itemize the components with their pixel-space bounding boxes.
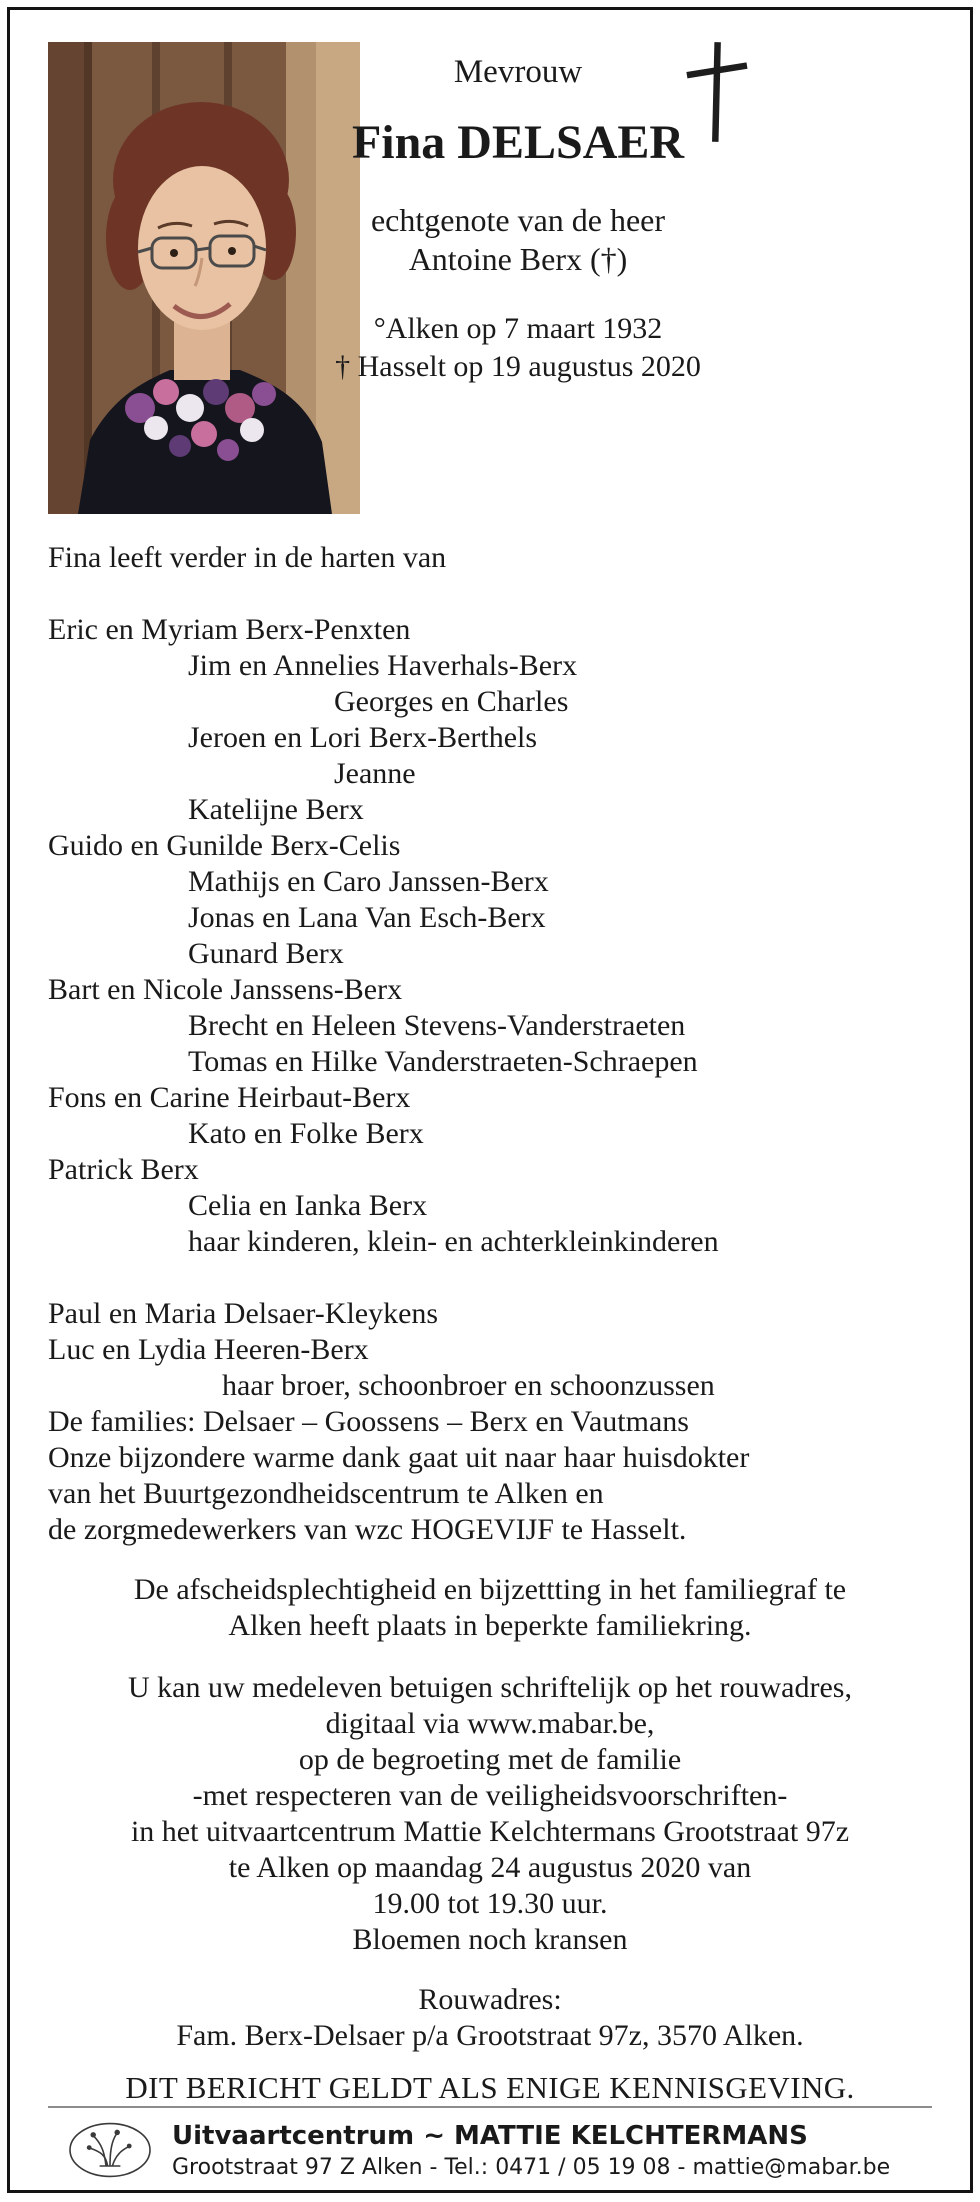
relative-line: Luc en Lydia Heeren-Berx (48, 1333, 369, 1366)
condolence-line: Bloemen noch kransen (352, 1923, 628, 1956)
thanks-line: Onze bijzondere warme dank gaat uit naar haar huisdokter (48, 1441, 750, 1474)
portrait-photo (48, 42, 360, 514)
family-line: Gunard Berx (188, 937, 344, 970)
deceased-name: Fina DELSAER (351, 116, 685, 169)
thanks-line: van het Buurtgezondheidscentrum te Alken en (48, 1477, 604, 1510)
family-line: Jeanne (334, 757, 416, 790)
cross-icon (675, 36, 759, 148)
final-notice: DIT BERICHT GELDT ALS ENIGE KENNISGEVING. (125, 2070, 855, 2105)
condolence-line: U kan uw medeleven betuigen schriftelijk op het rouwadres, (128, 1671, 852, 1704)
ceremony-section (48, 1572, 932, 1644)
relatives-section (48, 1296, 932, 1548)
funeral-home-name: Uitvaartcentrum ~ MATTIE KELCHTERMANS (172, 2120, 808, 2151)
header-text (335, 42, 701, 514)
family-line: haar kinderen, klein- en achterkleinkinderen (188, 1225, 719, 1258)
family-line: Katelijne Berx (188, 793, 364, 826)
family-line: Mathijs en Caro Janssen-Berx (188, 865, 549, 898)
condolence-line: -met respecteren van de veiligheidsvoorschriften- (192, 1779, 788, 1812)
condolence-line: op de begroeting met de familie (298, 1743, 682, 1776)
family-line: Brecht en Heleen Stevens-Vanderstraeten (188, 1009, 686, 1042)
family-list (48, 612, 932, 1260)
rouwadres-section (48, 1982, 932, 2054)
condolence-line: in het uitvaartcentrum Mattie Kelchtermans Grootstraat 97z (130, 1815, 850, 1848)
family-line: Tomas en Hilke Vanderstraeten-Schraepen (188, 1045, 698, 1078)
role-line: haar broer, schoonbroer en schoonzussen (222, 1369, 715, 1402)
condolence-line: digitaal via www.mabar.be, (325, 1707, 655, 1740)
birth-line: °Alken op 7 maart 1932 (373, 312, 663, 345)
family-line: Jonas en Lana Van Esch-Berx (188, 901, 546, 934)
family-line: Jeroen en Lori Berx-Berthels (188, 721, 538, 754)
family-line: Kato en Folke Berx (188, 1117, 424, 1150)
footer (48, 2106, 932, 2202)
condolence-section (48, 1670, 932, 1958)
funeral-home-contact: Grootstraat 97 Z Alken - Tel.: 0471 / 05 19 08 - mattie@mabar.be (172, 2154, 891, 2180)
condolence-line: 19.00 tot 19.30 uur. (372, 1887, 608, 1920)
thanks-line: de zorgmedewerkers van wzc HOGEVIJF te Hasselt. (48, 1513, 687, 1546)
rouwadres-label: Rouwadres: (418, 1983, 562, 2016)
family-line: Guido en Gunilde Berx-Celis (48, 829, 401, 862)
death-line: † Hasselt op 19 augustus 2020 (335, 350, 701, 383)
footer-text (172, 2121, 890, 2180)
ceremony-line: De afscheidsplechtigheid en bijzettting in het familiegraf te (133, 1573, 847, 1606)
families-line: De families: Delsaer – Goossens – Berx en Vautmans (48, 1405, 689, 1438)
family-line: Eric en Myriam Berx-Penxten (48, 613, 411, 646)
family-line: Georges en Charles (334, 685, 569, 718)
family-line: Celia en Ianka Berx (188, 1189, 428, 1222)
family-line: Jim en Annelies Haverhals-Berx (188, 649, 578, 682)
family-line: Fons en Carine Heirbaut-Berx (48, 1081, 411, 1114)
rouwadres-address: Fam. Berx-Delsaer p/a Grootstraat 97z, 3570 Alken. (176, 2019, 804, 2052)
ceremony-line: Alken heeft plaats in beperkte familiekring. (228, 1609, 752, 1642)
flower-logo-icon (66, 2118, 154, 2182)
family-line: Patrick Berx (48, 1153, 199, 1186)
relative-line: Paul en Maria Delsaer-Kleykens (48, 1297, 439, 1330)
condolence-line: te Alken op maandag 24 augustus 2020 van (228, 1851, 752, 1884)
spouse-intro: echtgenote van de heer (370, 202, 666, 238)
intro-line: Fina leeft verder in de harten van (48, 541, 447, 574)
family-line: Bart en Nicole Janssens-Berx (48, 973, 403, 1006)
mourning-card (7, 7, 973, 2193)
salutation: Mevrouw (453, 54, 583, 90)
header (48, 42, 932, 514)
spouse-name: Antoine Berx (†) (408, 241, 628, 277)
